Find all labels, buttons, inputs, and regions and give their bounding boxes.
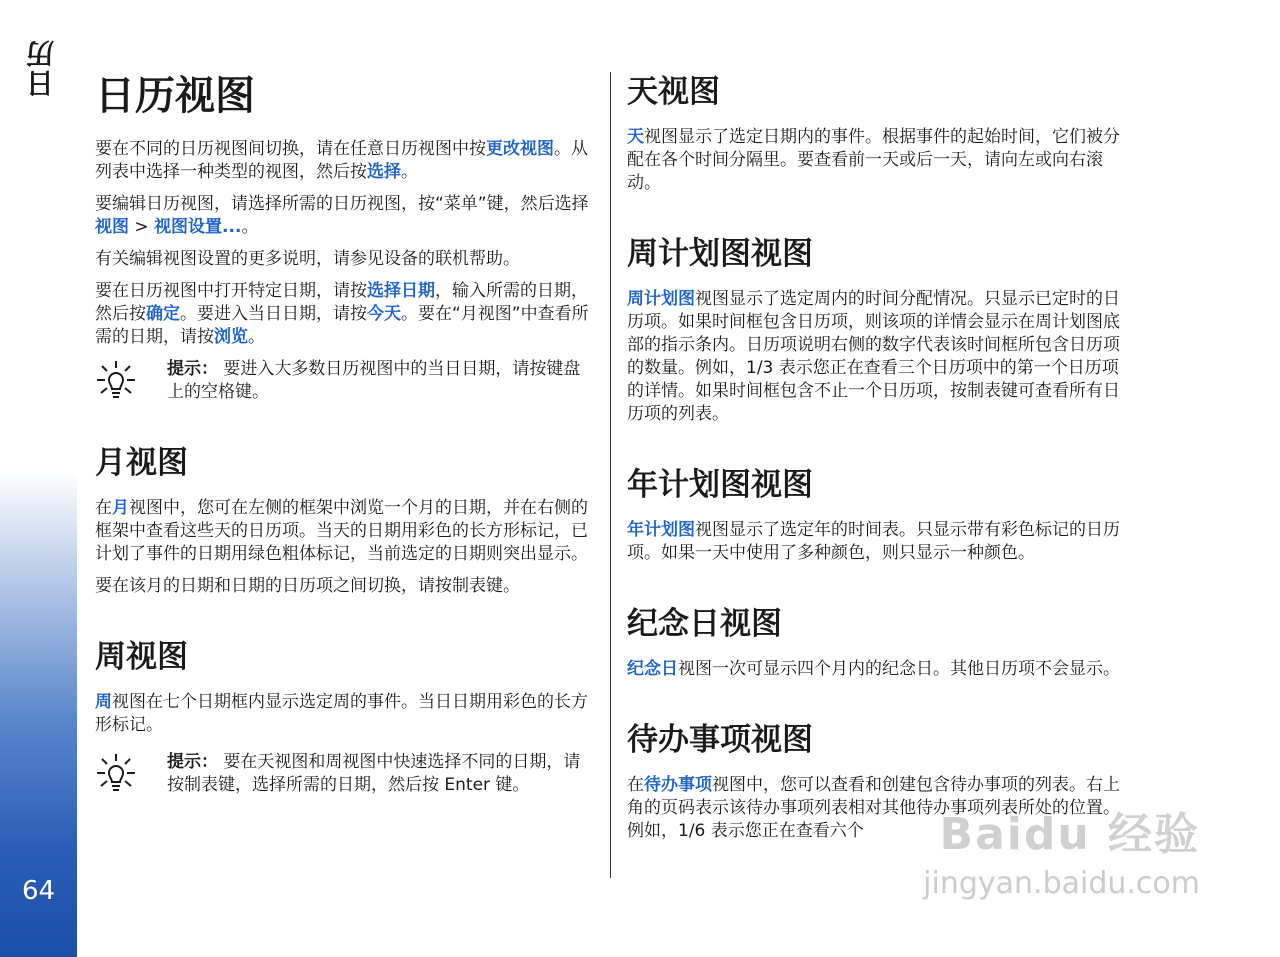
intro-paragraph-4: 要在日历视图中打开特定日期，请按选择日期，输入所需的日期，然后按确定。要进入当日日期，请按今天。要在“月视图”中查看所需的日期，请按浏览。: [95, 281, 589, 347]
day-link[interactable]: 天: [627, 127, 644, 147]
tip-box-1: [95, 358, 595, 404]
today-link[interactable]: 今天: [367, 304, 401, 324]
lightbulb-icon: [95, 360, 137, 402]
day-view-heading: 天视图: [627, 74, 720, 110]
intro-paragraph-1: 要在不同的日历视图间切换，请在任意日历视图中按更改视图。从列表中选择一种类型的视图，然后按选择。: [95, 139, 588, 182]
ok-link[interactable]: 确定: [146, 304, 180, 324]
tip-text: 要进入大多数日历视图中的当日日期，请按键盘上的空格键。: [167, 359, 581, 402]
intro-paragraph-2: 要编辑日历视图，请选择所需的日历视图，按“菜单”键，然后选择视图 > 视图设置...。: [95, 194, 589, 237]
watermark-logo-text: Baidu 经验: [939, 809, 1200, 860]
month-view-paragraph-2: 要在该月的日期和日期的日历项之间切换，请按制表键。: [95, 576, 520, 596]
change-view-link[interactable]: 更改视图: [486, 139, 554, 159]
week-plan-link[interactable]: 周计划图: [627, 289, 695, 309]
page-title: 日历视图: [95, 73, 255, 119]
lightbulb-icon: [95, 753, 137, 795]
tip-label: 提示：: [167, 359, 218, 379]
year-plan-link[interactable]: 年计划图: [627, 520, 695, 540]
view-settings-link[interactable]: 视图设置...: [154, 217, 242, 237]
todo-paragraph: 在待办事项视图中，您可以查看和创建包含待办事项的列表。右上角的页码表示该待办事项列表相对其他待办事项列表所处的位置。例如，1/6 表示您正在查看六个: [627, 775, 1120, 841]
anniversary-heading: 纪念日视图: [627, 606, 782, 642]
browse-link[interactable]: 浏览: [214, 327, 248, 347]
year-plan-paragraph: 年计划图视图显示了选定年的时间表。只显示带有彩色标记的日历项。如果一天中使用了多种颜色，则只显示一种颜色。: [627, 520, 1120, 563]
tip-text: 要在天视图和周视图中快速选择不同的日期，请按制表键，选择所需的日期，然后按 Enter 键。: [167, 752, 581, 795]
intro-paragraph-3: 有关编辑视图设置的更多说明，请参见设备的联机帮助。: [95, 249, 520, 269]
todo-heading: 待办事项视图: [627, 722, 813, 758]
month-view-heading: 月视图: [95, 445, 188, 481]
section-title: 日历: [25, 38, 58, 98]
day-view-paragraph: 天视图显示了选定日期内的事件。根据事件的起始时间，它们被分配在各个时间分隔里。要查看前一天或后一天，请向左或向右滚动。: [627, 127, 1120, 193]
sidebar: [0, 0, 77, 957]
right-column: [627, 66, 1127, 852]
left-column: [95, 66, 595, 806]
anniversary-link[interactable]: 纪念日: [627, 659, 678, 679]
select-link[interactable]: 选择: [367, 162, 401, 182]
view-link[interactable]: 视图: [95, 217, 129, 237]
month-link[interactable]: 月: [112, 498, 129, 518]
week-plan-paragraph: 周计划图视图显示了选定周内的时间分配情况。只显示已定时的日历项。如果时间框包含日历项，则该项的详情会显示在周计划图底部的指示条内。日历项说明右侧的数字代表该时间框所包含日历项的数量。例如，1/3 表示您正在查看三个日历项中的第一个日历项的详情。如果时间框包含不止一个日历项，按制表键可查看所有日历项的列表。: [627, 289, 1120, 424]
year-plan-heading: 年计划图视图: [627, 467, 813, 503]
month-view-paragraph: 在月视图中，您可在左侧的框架中浏览一个月的日期，并在右侧的框架中查看这些天的日历项。当天的日期用彩色的长方形标记，已计划了事件的日期用绿色粗体标记，当前选定的日期则突出显示。: [95, 498, 588, 564]
watermark-url: jingyan.baidu.com: [923, 866, 1200, 901]
anniversary-paragraph: 纪念日视图一次可显示四个月内的纪念日。其他日历项不会显示。: [627, 659, 1120, 679]
column-divider: [610, 72, 611, 878]
select-date-link[interactable]: 选择日期: [367, 281, 435, 301]
week-link[interactable]: 周: [95, 692, 112, 712]
week-view-heading: 周视图: [95, 639, 188, 675]
week-view-paragraph: 周视图在七个日期框内显示选定周的事件。当日日期用彩色的长方形标记。: [95, 692, 588, 735]
tip-label: 提示：: [167, 752, 218, 772]
page-number: 64: [21, 876, 56, 906]
tip-box-2: [95, 751, 595, 797]
todo-link[interactable]: 待办事项: [644, 775, 712, 795]
week-plan-heading: 周计划图视图: [627, 236, 813, 272]
